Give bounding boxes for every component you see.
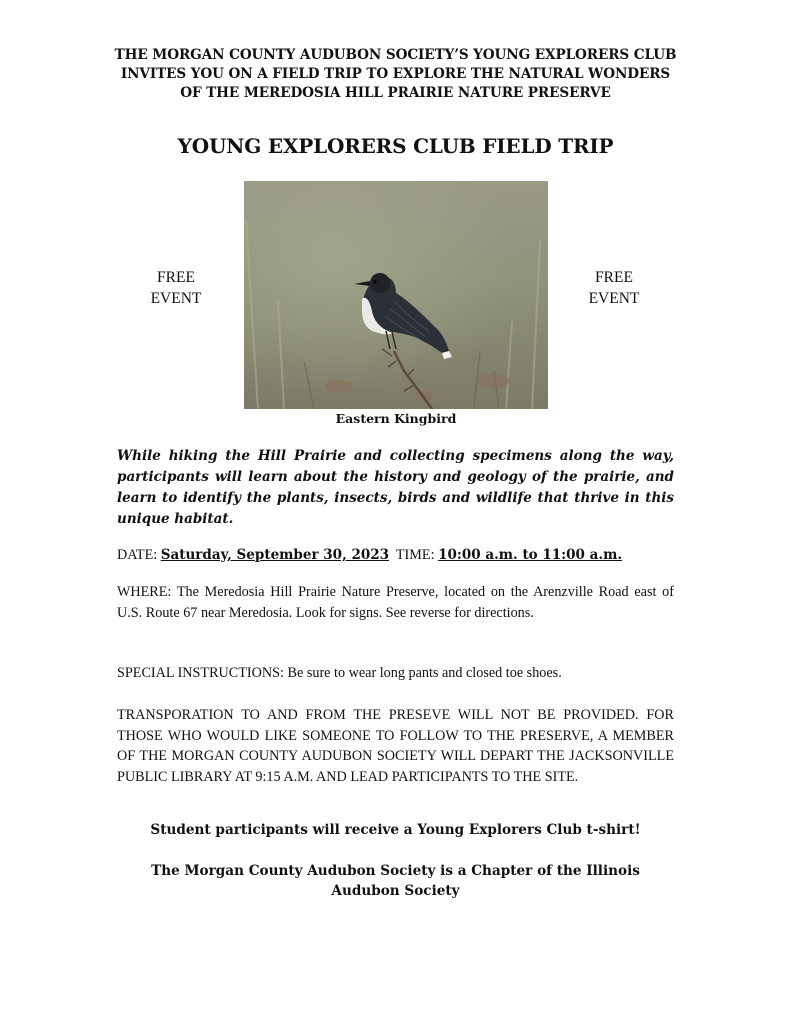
free-right-line1: FREE <box>595 269 633 286</box>
date-value: Saturday, September 30, 2023 <box>160 547 390 563</box>
special-instructions: SPECIAL INSTRUCTIONS: Be sure to wear long pants and closed toe shoes. <box>117 665 562 681</box>
chapter-line-2: Audubon Society <box>331 883 460 899</box>
header-line-1: THE MORGAN COUNTY AUDUBON SOCIETY’S YOUNG EXPLORERS CLUB <box>114 47 677 63</box>
intro-paragraph: While hiking the Hill Prairie and collecting specimens along the way, participants will learn about the history and geology of the prairie, and learn to identify the plants, insects, birds and wildlife that thrive in this unique habitat. <box>117 448 674 527</box>
date-time-line <box>117 545 674 566</box>
time-label: TIME: <box>395 547 435 563</box>
page-title: YOUNG EXPLORERS CLUB FIELD TRIP <box>177 134 614 158</box>
transportation-paragraph: TRANSPORATION TO AND FROM THE PRESEVE WILL NOT BE PROVIDED. FOR THOSE WHO WOULD LIKE SOMEONE TO FOLLOW TO THE PRESERVE, A MEMBER OF THE MORGAN COUNTY AUDUBON SOCIETY WILL DEPART THE JACKSONVILLE PUBLIC LIBRARY AT 9:15 A.M. AND LEAD PARTICIPANTS TO THE SITE. <box>117 707 674 785</box>
tshirt-note: Student participants will receive a Young Explorers Club t-shirt! <box>150 822 641 838</box>
photo-caption: Eastern Kingbird <box>335 411 457 426</box>
chapter-note <box>117 861 674 901</box>
free-left-line1: FREE <box>157 269 195 286</box>
header-line-3: OF THE MEREDOSIA HILL PRAIRIE NATURE PRESERVE <box>180 85 611 101</box>
kingbird-photo <box>244 181 548 409</box>
free-left-line2: EVENT <box>150 290 202 307</box>
free-event-right <box>569 267 659 309</box>
free-event-left <box>131 267 221 309</box>
chapter-line-1: The Morgan County Audubon Society is a Chapter of the Illinois <box>151 863 640 879</box>
where-paragraph: WHERE: The Meredosia Hill Prairie Nature Preserve, located on the Arenzville Road east of U.S. Route 67 near Meredosia. Look for signs. See reverse for directions. <box>117 584 674 621</box>
time-value: 10:00 a.m. to 11:00 a.m. <box>438 547 623 563</box>
header-invitation <box>60 46 731 103</box>
header-line-2: INVITES YOU ON A FIELD TRIP TO EXPLORE THE NATURAL WONDERS <box>120 66 671 82</box>
free-right-line2: EVENT <box>588 290 640 307</box>
date-label: DATE: <box>117 547 158 563</box>
